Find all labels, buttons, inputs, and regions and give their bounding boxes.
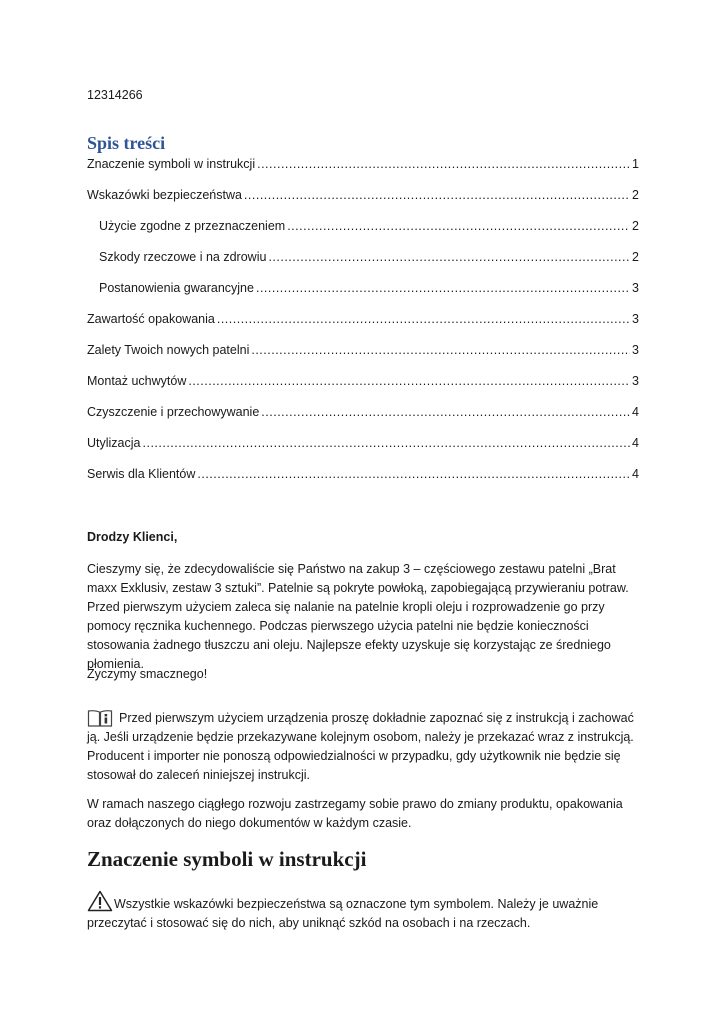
toc-entry-page: 2: [632, 219, 639, 233]
toc-entry-disposal[interactable]: [87, 434, 639, 465]
toc-entry-page: 4: [632, 405, 639, 419]
toc-leader-dots: [244, 186, 630, 204]
toc-entry-symbols[interactable]: [87, 155, 639, 186]
toc-entry-intended-use[interactable]: [87, 217, 639, 248]
toc-entry-label: Zawartość opakowania: [87, 312, 215, 326]
toc-entry-label: Zalety Twoich nowych patelni: [87, 343, 250, 357]
toc-entry-service[interactable]: [87, 465, 639, 496]
toc-leader-dots: [143, 434, 631, 452]
toc-leader-dots: [261, 403, 630, 421]
greeting: Drodzy Klienci,: [87, 530, 178, 544]
toc-leader-dots: [268, 248, 630, 266]
toc-entry-contents[interactable]: [87, 310, 639, 341]
wish-text: Życzymy smacznego!: [87, 667, 208, 681]
toc-entry-label: Czyszczenie i przechowywanie: [87, 405, 260, 419]
toc-leader-dots: [256, 279, 630, 297]
toc-entry-label: Szkody rzeczowe i na zdrowiu: [99, 250, 267, 264]
warning-note: [87, 890, 642, 933]
warning-note-text: Wszystkie wskazówki bezpieczeństwa są oznaczone tym symbolem. Należy je uważnie przeczytać i stosować się do nich, aby uniknąć szkód na osobach i na rzeczach.: [87, 897, 599, 930]
toc-entry-page: 2: [632, 250, 639, 264]
book-info-icon: [87, 708, 113, 728]
toc-entry-page: 4: [632, 436, 639, 450]
toc-entry-label: Utylizacja: [87, 436, 141, 450]
toc-entry-advantages[interactable]: [87, 341, 639, 372]
warning-triangle-icon: [87, 890, 113, 912]
toc-entry-handles[interactable]: [87, 372, 639, 403]
toc-entry-page: 2: [632, 188, 639, 202]
toc-entry-safety[interactable]: [87, 186, 639, 217]
toc-leader-dots: [287, 217, 630, 235]
toc-leader-dots: [217, 310, 630, 328]
toc-entry-page: 3: [632, 281, 639, 295]
toc-entry-page: 3: [632, 343, 639, 357]
toc-leader-dots: [188, 372, 630, 390]
document-number: 12314266: [87, 88, 143, 102]
toc-entry-page: 4: [632, 467, 639, 481]
toc-entry-label: Znaczenie symboli w instrukcji: [87, 157, 256, 171]
intro-paragraph: Cieszymy się, że zdecydowaliście się Państwo na zakup 3 – częściowego zestawu patelni „Brat maxx Exklusiv, zestaw 3 sztuki”. Patelnie są pokryte powłoką, zapobiegającą przywieraniu potraw. Przed pierwszym użyciem zaleca się nalanie na patelnie kropli oleju i rozprowadzenie go przy pomocy ręcznika kuchennego. Podczas pierwszego użycia patelni nie będzie konieczności stosowania żadnego tłuszczu ani oleju. Najlepsze efekty uzyskuje się korzystając ze średniego płomienia.: [87, 562, 629, 671]
toc-entry-page: 3: [632, 374, 639, 388]
toc-leader-dots: [257, 155, 630, 173]
toc-entry-label: Serwis dla Klientów: [87, 467, 196, 481]
toc-leader-dots: [251, 341, 630, 359]
toc-entry-page: 1: [632, 157, 639, 171]
manual-note: [87, 708, 642, 785]
toc-entry-label: Postanowienia gwarancyjne: [99, 281, 254, 295]
toc-entry-label: Użycie zgodne z przeznaczeniem: [99, 219, 286, 233]
toc-entry-cleaning[interactable]: [87, 403, 639, 434]
rights-note: W ramach naszego ciągłego rozwoju zastrzegamy sobie prawo do zmiany produktu, opakowania oraz dołączonych do niego dokumentów w każdym czasie.: [87, 797, 623, 830]
toc-heading: Spis treści: [87, 133, 166, 153]
toc-entry-label: Wskazówki bezpieczeństwa: [87, 188, 242, 202]
toc-entry-page: 3: [632, 312, 639, 326]
toc-leader-dots: [197, 465, 630, 483]
table-of-contents: [87, 155, 639, 496]
toc-entry-warranty[interactable]: [87, 279, 639, 310]
toc-entry-damage[interactable]: [87, 248, 639, 279]
toc-entry-label: Montaż uchwytów: [87, 374, 187, 388]
manual-note-text: Przed pierwszym użyciem urządzenia proszę dokładnie zapoznać się z instrukcją i zachować ją. Jeśli urządzenie będzie przekazywane kolejnym osobom, należy je przekazać wraz z instrukcją. Producent i importer nie ponoszą odpowiedzialności w przypadku, gdy użytkownik nie będzie się stosował do zaleceń niniejszej instrukcji.: [87, 711, 634, 782]
section-heading-symbols: Znaczenie symboli w instrukcji: [87, 847, 367, 871]
